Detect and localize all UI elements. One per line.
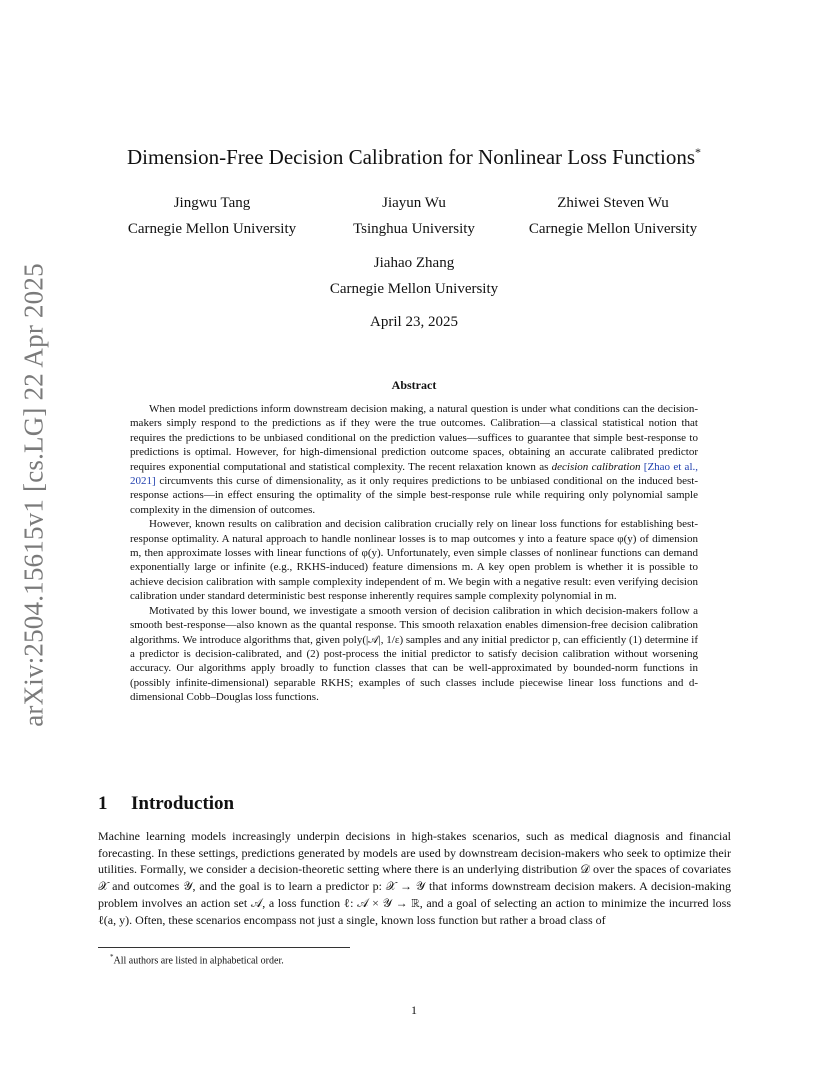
footnote-mark: * <box>110 953 114 961</box>
author-affiliation: Carnegie Mellon University <box>127 221 297 237</box>
citation-link[interactable]: [Zhao et al., 2021] <box>130 460 698 488</box>
title-text: Dimension-Free Decision Calibration for Nonlinear Loss Functions <box>126 145 696 169</box>
author-name: Jiayun Wu <box>382 195 446 211</box>
paper-title <box>0 145 828 170</box>
author-block <box>294 250 534 302</box>
abstract-text: circumvents this curse of dimensionality, as it only requires predictions to be unbiased conditional on the induced best-response actions—in effect ensuring the optimality of the simple best-response rule while requiring only polynomial sample complexity in the dimension of outcomes. <box>130 475 698 516</box>
title-footnote-mark: * <box>695 145 702 159</box>
abstract-paragraph <box>130 402 698 517</box>
section-number: 1 <box>98 793 108 814</box>
section-heading <box>98 793 234 815</box>
abstract-term: decision calibration <box>551 460 641 473</box>
abstract-body <box>130 402 698 705</box>
footnote-text: All authors are listed in alphabetical order. <box>113 955 284 967</box>
abstract-heading: Abstract <box>391 378 437 392</box>
author-name: Jiahao Zhang <box>373 255 455 271</box>
author-name: Zhiwei Steven Wu <box>557 195 669 211</box>
abstract-text: When model predictions inform downstream decision making, a natural question is under what conditions can the decision-makers simply respond to the predictions as if they were the true outcomes. Calibration—a classical statistical notion that requires the predictions to be unbiased conditional on the prediction values—suffices to guarantee that simple best-response to predictions is optimal. However, for high-dimensional prediction outcome spaces, obtaining an accurate calibrated predictor requires exponential computational and statistical complexity. The recent relaxation known as <box>130 403 698 473</box>
publication-date: April 23, 2025 <box>370 314 458 330</box>
author-affiliation: Carnegie Mellon University <box>329 281 499 297</box>
section-title: Introduction <box>131 793 235 814</box>
abstract-paragraph: However, known results on calibration and decision calibration crucially rely on linear loss functions for establishing best-response optimality. A natural approach to handle nonlinear losses is to map outcomes y into a feature space φ(y) of dimension m, then approximate losses with linear functions of φ(y). Unfortunately, even simple classes of nonlinear functions can demand exponentially large or infinite (e.g., RKHS-induced) feature dimensions m. A key open problem is whether it is possible to achieve decision calibration with sample complexity independent of m. We begin with a negative result: even verifying decision calibration under standard deterministic best response inherently requires sample complexity polynomial in m. <box>130 518 698 603</box>
abstract-paragraph: Motivated by this lower bound, we investigate a smooth version of decision calibration in which decision-makers follow a smooth best-response—also known as the quantal response. This smooth relaxation enables dimension-free decision calibration algorithms. We introduce algorithms that, given poly(|𝒜|, 1/ε) samples and any initial predictor p, can efficiently (1) determine if a predictor is decision-calibrated, and (2) post-process the initial predictor to satisfy decision calibration without worsening accuracy. Our algorithms apply broadly to function classes that can be well-approximated by bounded-norm functions in (possibly infinite-dimensional) separable RKHS; examples of such classes include piecewise linear loss functions and d-dimensional Cobb–Douglas loss functions. <box>130 604 698 704</box>
arxiv-stamp: arXiv:2504.15615v1 [cs.LG] 22 Apr 2025 <box>18 263 49 727</box>
author-block <box>493 190 733 242</box>
author-name: Jingwu Tang <box>173 195 251 211</box>
footnote-divider <box>98 947 350 948</box>
page-number: 1 <box>411 1003 417 1017</box>
introduction-body <box>98 828 731 928</box>
footnote <box>110 953 284 966</box>
introduction-paragraph: Machine learning models increasingly underpin decisions in high-stakes scenarios, such as medical diagnosis and financial forecasting. In these settings, predictions generated by models are used by downstream decision-makers who seek to optimize their utilities. Formally, we consider a decision-theoretic setting where there is an underlying distribution 𝒟 over the spaces of covariates 𝒳 and outcomes 𝒴, and the goal is to learn a predictor p: 𝒳 → 𝒴 that informs downstream decision makers. A decision-making problem involves an action set 𝒜, a loss function ℓ: 𝒜 × 𝒴 → ℝ, and a goal of selecting an action to minimize the incurred loss ℓ(a, y). Often, these scenarios encompass not just a single, known loss function but rather a broad class of <box>98 829 731 927</box>
author-affiliation: Carnegie Mellon University <box>528 221 698 237</box>
author-affiliation: Tsinghua University <box>353 221 475 237</box>
